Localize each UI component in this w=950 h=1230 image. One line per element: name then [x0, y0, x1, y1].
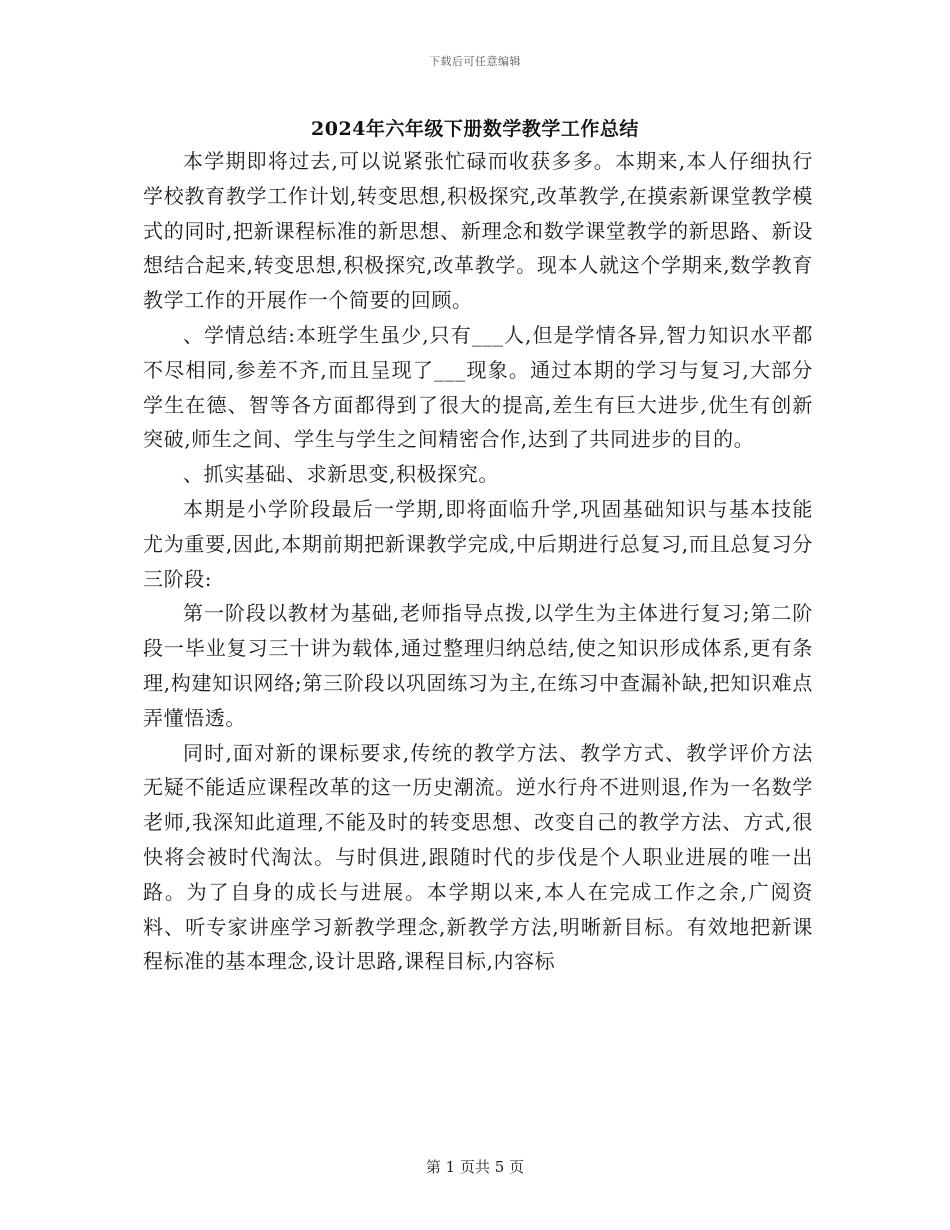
paragraph-learning-summary: 、学情总结:本班学生虽少,只有___人,但是学情各异,智力知识水平都不尽相同,参差不齐,而且呈现了___现象。通过本期的学习与复习,大部分学生在德、智等各方面都得到了很大的提高,差生有巨大进步,优生有创新突破,师生之间、学生与学生之间精密合作,达到了共同进步的目的。	[143, 322, 813, 452]
paragraph-foundation-heading: 、抓实基础、求新思变,积极探究。	[183, 462, 499, 487]
document-body	[143, 144, 813, 979]
paragraph-review-stages: 第一阶段以教材为基础,老师指导点拨,以学生为主体进行复习;第二阶段一毕业复习三十讲为载体,通过整理归纳总结,使之知识形成体系,更有条理,构建知识网络;第三阶段以巩固练习为主,在练习中查漏补缺,把知识难点弄懂悟透。	[143, 601, 813, 730]
paragraph-intro: 本学期即将过去,可以说紧张忙碌而收获多多。本期来,本人仔细执行学校教育教学工作计划,转变思想,积极探究,改革教学,在摸索新课堂教学模式的同时,把新课程标准的新思想、新理念和数学课堂教学的新思路、新设想结合起来,转变思想,积极探究,改革教学。现本人就这个学期来,数学教育教学工作的开展作一个简要的回顾。	[143, 149, 813, 313]
paragraph-semester-plan: 本期是小学阶段最后一学期,即将面临升学,巩固基础知识与基本技能尤为重要,因此,本期前期把新课教学完成,中后期进行总复习,而且总复习分三阶段:	[143, 496, 813, 591]
paragraph-new-curriculum: 同时,面对新的课标要求,传统的教学方法、教学方式、教学评价方法无疑不能适应课程改革的这一历史潮流。逆水行舟不进则退,作为一名数学老师,我深知此道理,不能及时的转变思想、改变自己的教学方法、方式,很快将会被时代淘汰。与时俱进,跟随时代的步伐是个人职业进展的唯一出路。为了自身的成长与进展。本学期以来,本人在完成工作之余,广阅资料、听专家讲座学习新教学理念,新教学方法,明晰新目标。有效地把新课程标准的基本理念,设计思路,课程目标,内容标	[143, 740, 813, 974]
header-note: 下载后可任意编辑	[429, 55, 521, 68]
page-footer: 第 1 页共 5 页	[425, 1158, 525, 1176]
document-title: 2024年六年级下册数学教学工作总结	[311, 118, 639, 140]
